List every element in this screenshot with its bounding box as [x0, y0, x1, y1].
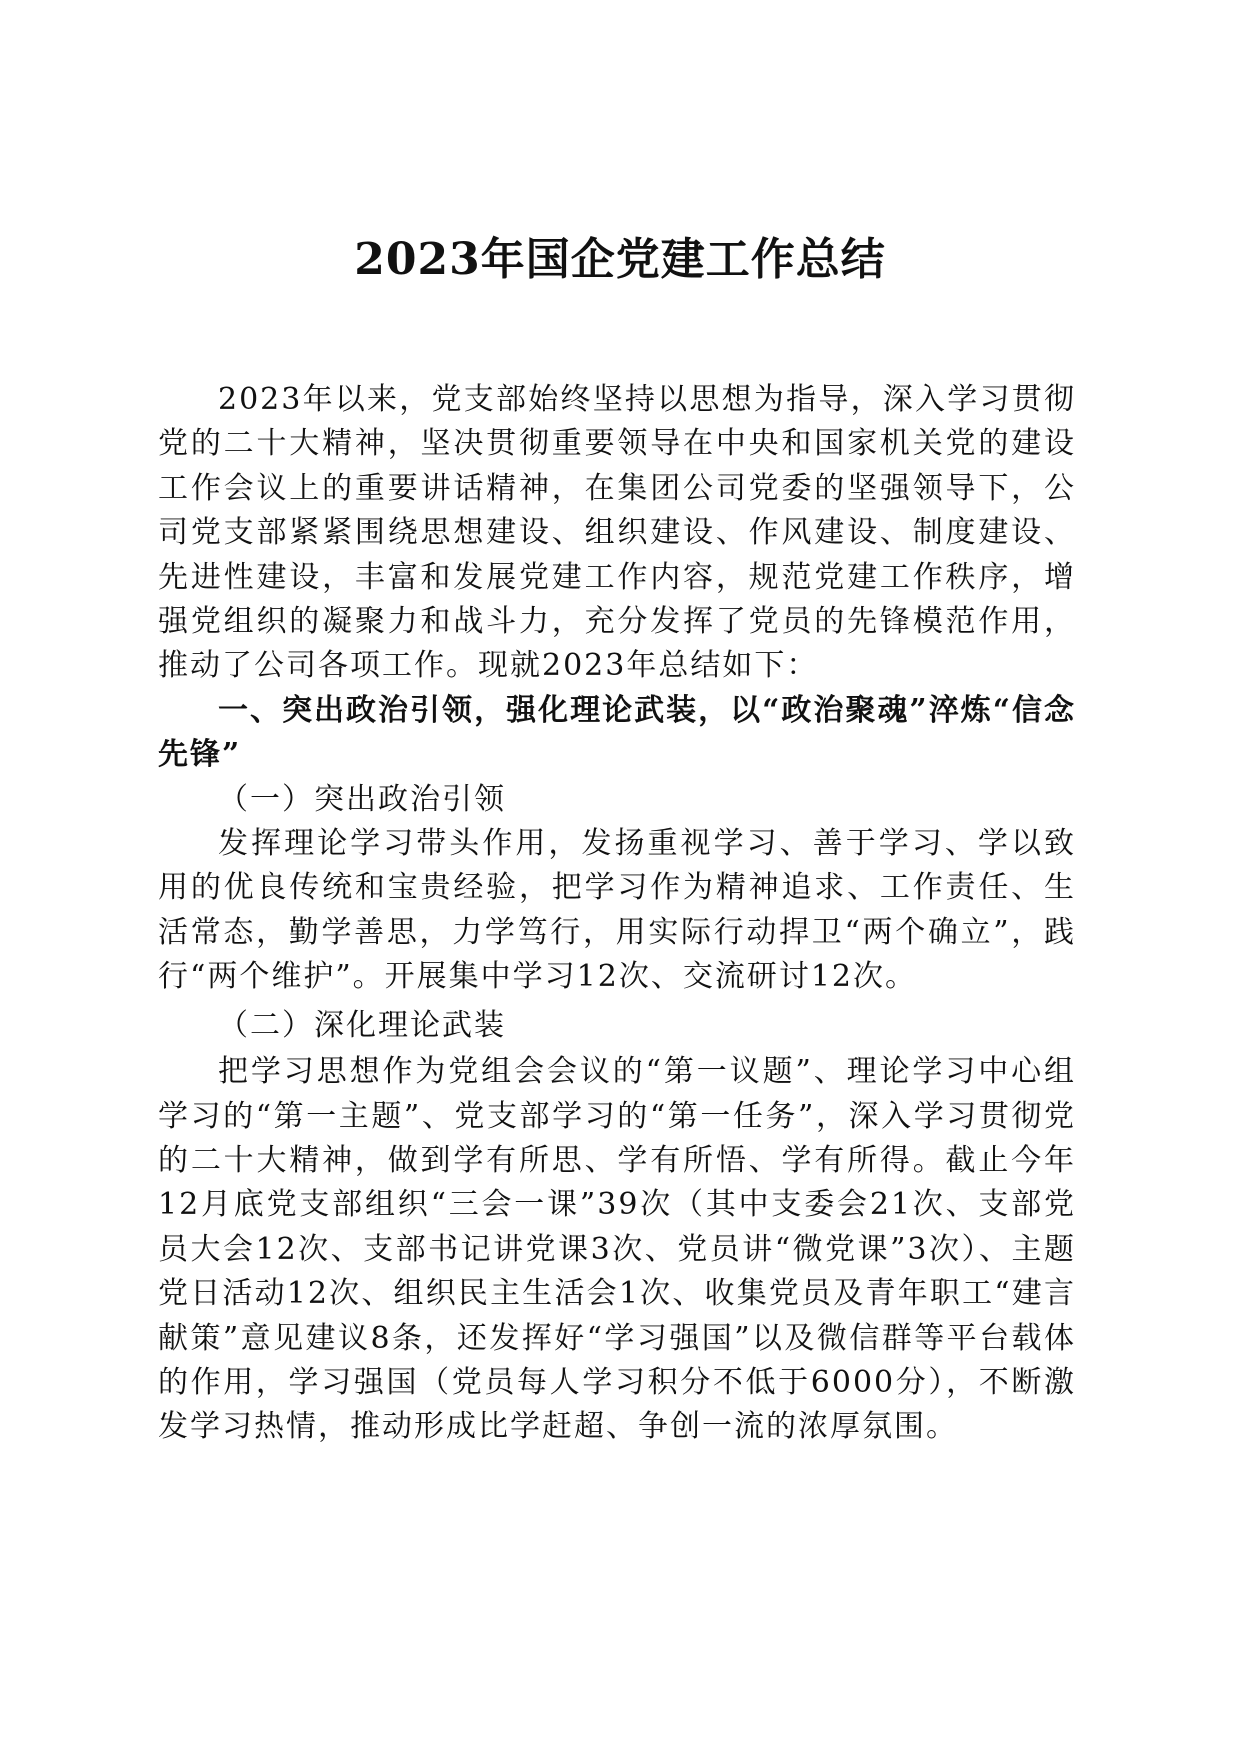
subsection-heading-1: （一）突出政治引领: [218, 781, 506, 817]
intro-paragraph: 2023年以来，党支部始终坚持以思想为指导，深入学习贯彻党的二十大精神，坚决贯彻重要领导在中央和国家机关党的建设工作会议上的重要讲话精神，在集团公司党委的坚强领导下，公司党支部紧紧围绕思想建设、组织建设、作风建设、制度建设、先进性建设，丰富和发展党建工作内容，规范党建工作秩序，增强党组织的凝聚力和战斗力，充分发挥了党员的先锋模范作用，推动了公司各项工作。现就2023年总结如下：: [158, 382, 1076, 684]
subsection-paragraph-1: 发挥理论学习带头作用，发扬重视学习、善于学习、学以致用的优良传统和宝贵经验，把学习作为精神追求、工作责任、生活常态，勤学善思，力学笃行，用实际行动捍卫“两个确立”，践行“两个维护”。开展集中学习12次、交流研讨12次。: [158, 826, 1076, 995]
document-body: [158, 378, 1076, 1450]
document-title: 2023年国企党建工作总结: [354, 234, 886, 285]
subsection-heading-2: （二）深化理论武装: [218, 1007, 506, 1043]
section-heading-1: 一、突出政治引领，强化理论武装，以“政治聚魂”淬炼“信念先锋”: [158, 692, 1076, 773]
subsection-paragraph-2: 把学习思想作为党组会会议的“第一议题”、理论学习中心组学习的“第一主题”、党支部学习的“第一任务”，深入学习贯彻党的二十大精神，做到学有所思、学有所悟、学有所得。截止今年12月底党支部组织“三会一课”39次（其中支委会21次、支部党员大会12次、支部书记讲党课3次、党员讲“微党课”3次）、主题党日活动12次、组织民主生活会1次、收集党员及青年职工“建言献策”意见建议8条，还发挥好“学习强国”以及微信群等平台载体的作用，学习强国（党员每人学习积分不低于6000分），不断激发学习热情，推动形成比学赶超、争创一流的浓厚氛围。: [158, 1054, 1076, 1445]
